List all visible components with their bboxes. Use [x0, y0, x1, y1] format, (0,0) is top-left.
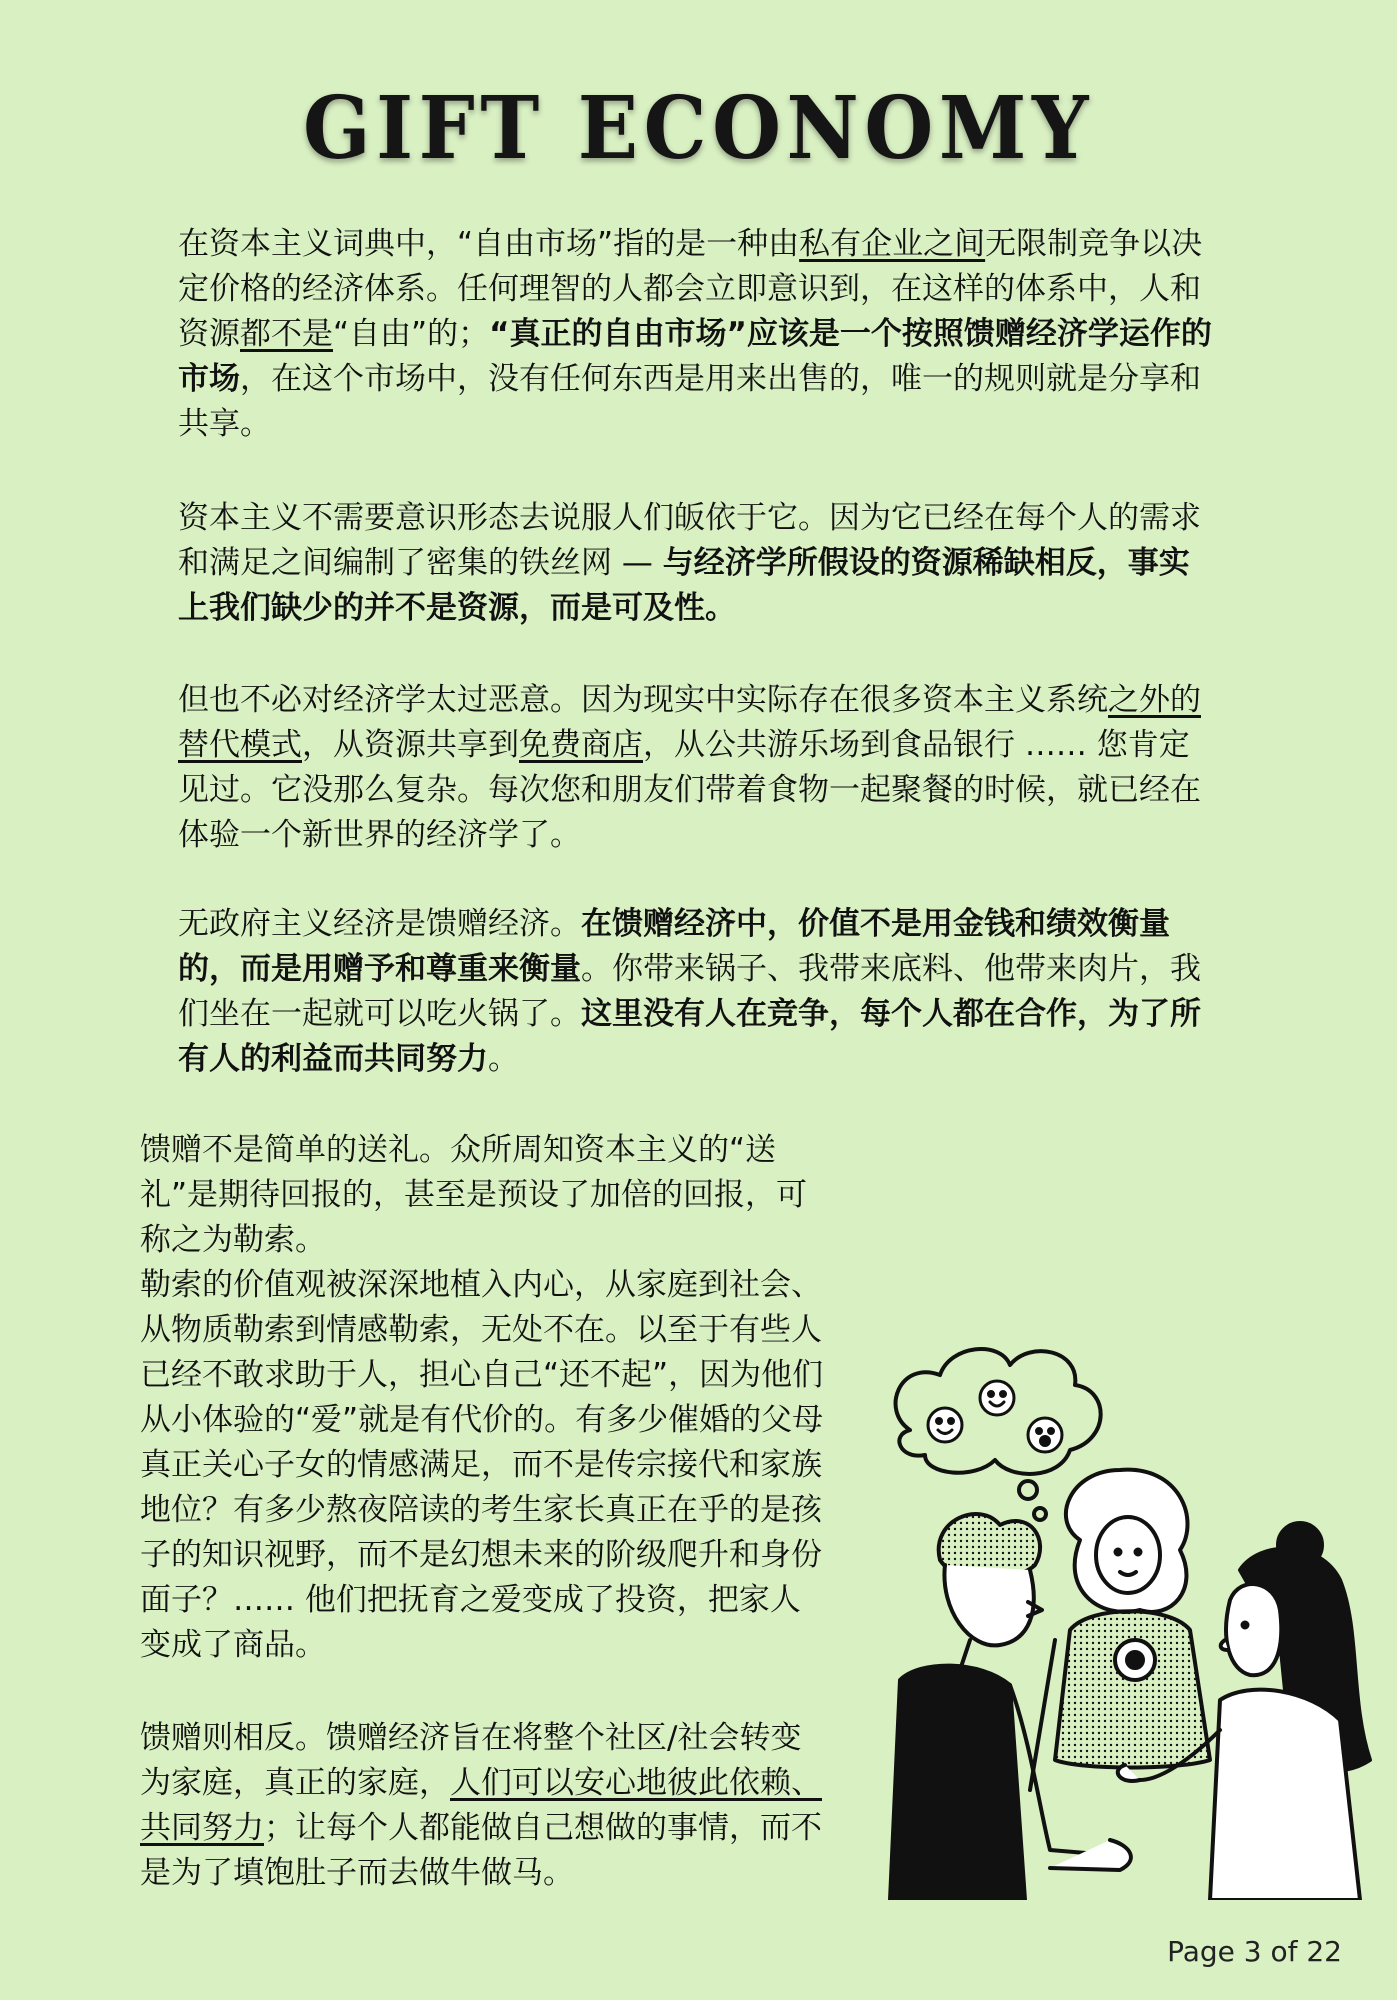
text-run: 在资本主义词典中，“自由市场”指的是一种由 [178, 226, 800, 262]
text-run: 勒索的价值观被深深地植入内心，从家庭到社会、从物质勒索到情感勒索，无处不在。以至于有些人已经不敢求助于人，担心自己“还不起”，因为他们从小体验的“爱”就是有代价的。有多少催婚的父母真正关心子女的情感满足，而不是传宗接代和家族地位？有多少熬夜陪读的考生家长真正在乎的是孩子的知识视野，而不是幻想未来的阶级爬升和身份面子？…… 他们把抚育之爱变成了投资，把家人变成了商品。 [140, 1267, 824, 1663]
people-sharing-illustration [880, 1340, 1380, 1900]
underlined-text: 私有企业之间 [799, 226, 986, 262]
underlined-text: 免费商店 [519, 727, 643, 763]
paragraph-gift-family [140, 1716, 830, 1896]
text-run: 馈赠则相反。馈赠经济旨在将整个社区/社会转变为家庭，真正的家庭， [140, 1720, 802, 1801]
woman-center-figure [1030, 1470, 1210, 1790]
text-run: 。你带来锅子、我带来底料、他带来肉片，我们坐在一起就可以吃火锅了。 [178, 951, 1201, 1032]
paragraph-free-market [178, 222, 1218, 447]
text-run: ，在这个市场中，没有任何东西是用来出售的，唯一的规则就是分享和共享。 [178, 361, 1201, 442]
bold-text: 在馈赠经济中，价值不是用金钱和绩效衡量的，而是用赠予和尊重来衡量 [178, 906, 1170, 987]
page-title: GIFT ECONOMY [303, 78, 1094, 179]
text-run: 资本主义不需要意识形态去说服人们皈依于它。因为它已经在每个人的需求和满足之间编制了密集的铁丝网 — [178, 500, 1201, 581]
text-run: ；让每个人都能做自己想做的事情，而不是为了填饱肚子而去做牛做马。 [140, 1810, 822, 1891]
paragraph-alternative-models [178, 678, 1218, 858]
bold-text: “真正的自由市场”应该是一个按照馈赠经济学运作的市场 [178, 316, 1212, 397]
text-run: 馈赠不是简单的送礼。众所周知资本主义的“送礼”是期待回报的，甚至是预设了加倍的回报，可称之为勒索。 [140, 1132, 808, 1258]
text-run: 无政府主义经济是馈赠经济。 [178, 906, 581, 942]
text-run: ，从资源共享到 [302, 727, 519, 763]
underlined-text: 人们可以安心地彼此依赖、共同努力 [140, 1765, 822, 1846]
page-number: Page 3 of 22 [1167, 1935, 1342, 1968]
underlined-text: 之外的替代模式 [178, 682, 1201, 763]
bold-text: 这里没有人在竞争，每个人都在合作，为了所有人的利益而共同努力 [178, 996, 1201, 1077]
paragraph-capitalism-ideology [178, 496, 1218, 631]
underlined-text: 都不是 [240, 316, 333, 352]
text-run: 无限制竞争以决定价格的经济体系。任何理智的人都会立即意识到，在这样的体系中，人和资源 [178, 226, 1203, 352]
text-run: 但也不必对经济学太过恶意。因为现实中实际存在很多资本主义系统 [178, 682, 1108, 718]
text-run: 。 [488, 1041, 519, 1077]
text-run: ，从公共游乐场到食品银行 …… 您肯定见过。它没那么复杂。每次您和朋友们带着食物一起聚餐的时候，就已经在体验一个新世界的经济学了。 [178, 727, 1201, 853]
text-run: “自由”的； [333, 316, 490, 352]
paragraph-gift-vs-extortion [140, 1128, 830, 1668]
bold-text: 与经济学所假设的资源稀缺相反，事实上我们缺少的并不是资源，而是可及性。 [178, 545, 1190, 626]
paragraph-anarchist-economy [178, 902, 1218, 1082]
